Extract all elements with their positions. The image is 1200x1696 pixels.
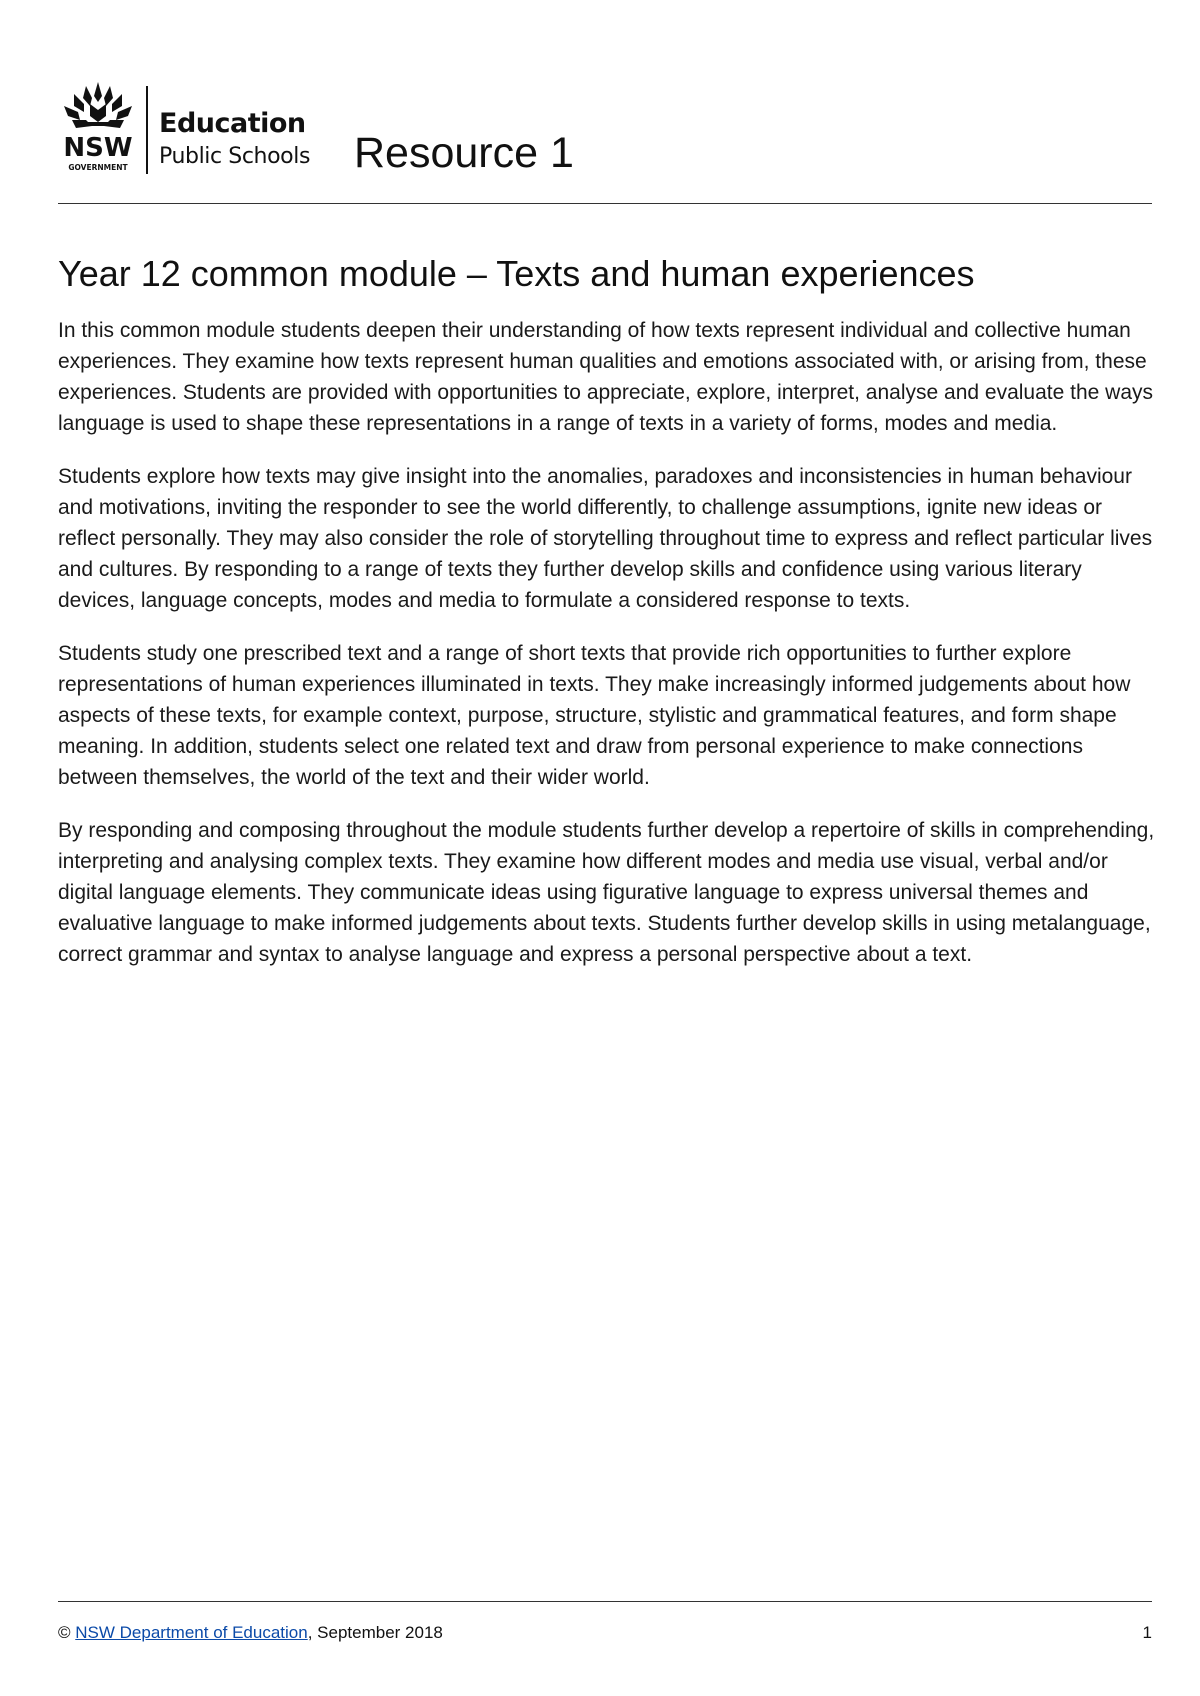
paragraph-3: Students study one prescribed text and a range of short texts that provide rich opportunities to further explore representations of human experiences illuminated in texts. They make increasingly informed judgements about how aspects of these texts, for example context, purpose, structure, stylistic and grammatical features, and form shape meaning. In addition, students select one related text and draw from personal experience to make connections between themselves, the world of the text and their wider world. [58,642,1131,790]
document-title: Resource 1 [354,129,574,177]
logo-government-text: GOVERNMENT [68,163,128,172]
footer-date: , September 2018 [307,1623,443,1642]
paragraph-1: In this common module students deepen their understanding of how texts represent individual and collective human experiences. They examine how texts represent human qualities and emotions associated with, or arising from, these experiences. Students are provided with opportunities to appreciate, explore, interpret, analyse and evaluate the ways language is used to shape these representations in a range of texts in a variety of forms, modes and media. [58,319,1153,436]
footer-divider [58,1601,1152,1602]
logo-public-schools-text: Public Schools [159,144,310,169]
document-footer [58,1622,1152,1644]
document-header [58,80,1152,176]
logo-education-text: Education [159,108,306,139]
main-content [58,252,1158,992]
paragraph-4: By responding and composing throughout the module students further develop a repertoire of skills in comprehending, interpreting and analysing complex texts. They examine how different modes and media use visual, verbal and/or digital language elements. They communicate ideas using figurative language to express universal themes and evaluative language to make informed judgements about texts. Students further develop skills in using metalanguage, correct grammar and syntax to analyse language and express a personal perspective about a text. [58,819,1155,967]
logo-divider [146,86,148,174]
section-heading: Year 12 common module – Texts and human experiences [58,253,975,294]
copyright-symbol: © [58,1623,71,1642]
page-number: 1 [1142,1623,1152,1642]
paragraph-2: Students explore how texts may give insight into the anomalies, paradoxes and inconsistencies in human behaviour and motivations, inviting the responder to see the world differently, to challenge assumptions, ignite new ideas or reflect personally. They may also consider the role of storytelling throughout time to express and reflect particular lives and cultures. By responding to a range of texts they further develop skills and confidence using various literary devices, language concepts, modes and media to formulate a considered response to texts. [58,465,1153,613]
nsw-department-link[interactable]: NSW Department of Education [75,1623,308,1642]
header-divider [58,203,1152,204]
nsw-waratah-logo [58,80,138,174]
logo-nsw-text: NSW [63,133,133,163]
